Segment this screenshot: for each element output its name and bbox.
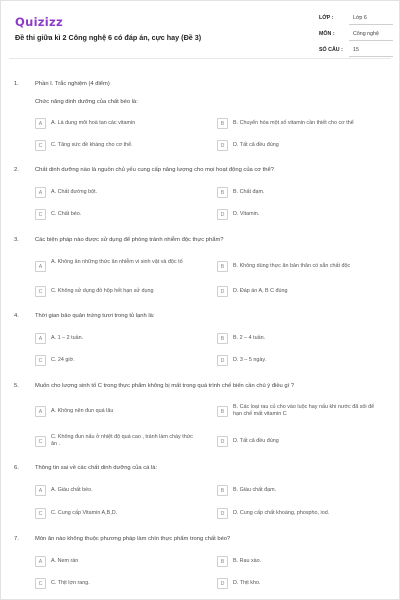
meta-underline bbox=[349, 40, 393, 41]
question-text: Chất dinh dưỡng nào là nguồn chủ yếu cung cấp năng lượng cho mọi hoạt động của cơ thể? bbox=[35, 167, 274, 173]
option-letter-box: A bbox=[35, 118, 46, 129]
meta-label: MÔN : bbox=[319, 31, 335, 37]
question-number: 2. bbox=[14, 167, 19, 173]
option-text: D. Cung cấp chất khoáng, phospho, iod. bbox=[233, 510, 330, 516]
question-text: Thời gian bảo quản trứng tươi trong tủ lạnh là: bbox=[35, 313, 155, 319]
option-text: A. Không nên đun quá lâu bbox=[51, 408, 114, 414]
meta-value: Lớp 6 bbox=[353, 15, 367, 21]
option-letter-box: D bbox=[217, 140, 228, 151]
option-text: A. Là dung môi hoà tan các vitamin bbox=[51, 120, 136, 126]
meta-label: LỚP : bbox=[319, 15, 334, 21]
option-text: D. Tất cả đều đúng bbox=[233, 438, 279, 444]
question-text: Các biện pháp nào được sử dụng để phòng tránh nhiễm độc thực phẩm? bbox=[35, 237, 224, 243]
option-letter-box: A bbox=[35, 485, 46, 496]
option-letter-box: D bbox=[217, 436, 228, 447]
quizizz-logo: Quizizz bbox=[15, 15, 64, 29]
option-text: B. Rau xào. bbox=[233, 558, 262, 564]
option-letter-box: D bbox=[217, 286, 228, 297]
option-text: B. Chất đạm. bbox=[233, 189, 265, 195]
option-text: D. 3 – 5 ngày. bbox=[233, 357, 267, 363]
question-text: Món ăn nào không thuộc phương pháp làm chín thực phẩm trong chất béo? bbox=[35, 536, 231, 542]
option-letter-box: C bbox=[35, 355, 46, 366]
question-number: 7. bbox=[14, 536, 19, 542]
option-letter-box: C bbox=[35, 209, 46, 220]
option-text: C. Không đun nấu ở nhiệt độ quá cao , tránh làm cháy thức ăn . bbox=[51, 434, 193, 448]
option-letter-box: B bbox=[217, 187, 228, 198]
option-text: B. Giàu chất đạm. bbox=[233, 487, 277, 493]
option-letter-box: B bbox=[217, 485, 228, 496]
option-letter-box: D bbox=[217, 209, 228, 220]
option-text: B. Chuyển hóa một số vitamin cần thiết cho cơ thể bbox=[233, 120, 354, 126]
option-letter-box: C bbox=[35, 140, 46, 151]
option-text: C. Không sử dụng đồ hộp hết hạn sử dụng bbox=[51, 288, 154, 294]
option-letter-box: B bbox=[217, 333, 228, 344]
meta-underline bbox=[349, 56, 393, 57]
question-number: 4. bbox=[14, 313, 19, 319]
option-text: C. 24 giờ. bbox=[51, 357, 75, 363]
question-text: Phần I. Trắc nghiệm (4 điểm) bbox=[35, 81, 110, 87]
option-text: D. Đáp án A, B C đúng bbox=[233, 288, 288, 294]
option-text: D. Thịt kho. bbox=[233, 580, 261, 586]
option-text: A. 1 – 2 tuần. bbox=[51, 335, 84, 341]
option-letter-box: A bbox=[35, 261, 46, 272]
meta-label: SỐ CÂU : bbox=[319, 47, 343, 53]
option-letter-box: C bbox=[35, 286, 46, 297]
option-letter-box: B bbox=[217, 118, 228, 129]
option-letter-box: C bbox=[35, 508, 46, 519]
option-letter-box: D bbox=[217, 578, 228, 589]
question-number: 3. bbox=[14, 237, 19, 243]
option-letter-box: A bbox=[35, 333, 46, 344]
meta-underline bbox=[349, 24, 393, 25]
option-letter-box: B bbox=[217, 556, 228, 567]
question-number: 5. bbox=[14, 383, 19, 389]
option-letter-box: A bbox=[35, 406, 46, 417]
worksheet-meta bbox=[319, 13, 393, 61]
option-letter-box: D bbox=[217, 508, 228, 519]
question-text: Muốn cho lượng sinh tố C trong thực phẩm không bị mất trong quá trình chế biến cần chú ý điều gì ? bbox=[35, 383, 295, 389]
option-text: A. Giàu chất béo. bbox=[51, 487, 93, 493]
option-letter-box: B bbox=[217, 261, 228, 272]
option-letter-box: B bbox=[217, 406, 228, 417]
option-text: C. Thịt lợn rang. bbox=[51, 580, 90, 586]
meta-row-subject bbox=[319, 29, 393, 45]
option-text: A. Nem rán bbox=[51, 558, 79, 564]
option-text: C. Tăng sức đề kháng cho cơ thể. bbox=[51, 142, 133, 148]
option-text: D. Vitamin. bbox=[233, 211, 260, 217]
header-divider bbox=[9, 58, 391, 59]
option-text: A. Không ăn những thức ăn nhiễm vi sinh vật và độc tố bbox=[51, 259, 183, 265]
meta-row-class bbox=[319, 13, 393, 29]
option-text: B. Không dùng thực ăn bản thân có sẵn chất độc bbox=[233, 263, 351, 269]
option-letter-box: A bbox=[35, 556, 46, 567]
option-text: B. 2 – 4 tuần. bbox=[233, 335, 266, 341]
option-text: C. Cung cấp Vitamin A,B,D. bbox=[51, 510, 118, 516]
option-letter-box: C bbox=[35, 578, 46, 589]
option-letter-box: C bbox=[35, 436, 46, 447]
question-subtext: Chức năng dinh dưỡng của chất béo là: bbox=[35, 99, 138, 105]
meta-value: Công nghệ bbox=[353, 31, 379, 37]
option-letter-box: D bbox=[217, 355, 228, 366]
page-title: Đề thi giữa kì 2 Công nghệ 6 có đáp án, cực hay (Đề 3) bbox=[15, 33, 202, 42]
option-text: D. Tất cả đều đúng bbox=[233, 142, 279, 148]
option-text: B. Các loại rau củ cho vào luộc hay nấu khi nước đã sôi để hạn chế mất vitamin C bbox=[233, 404, 375, 418]
question-text: Thông tin sai về các chất dinh dưỡng của cá là: bbox=[35, 465, 158, 471]
meta-value: 15 bbox=[353, 47, 359, 53]
option-text: C. Chất béo. bbox=[51, 211, 82, 217]
option-text: A. Chất đường bột. bbox=[51, 189, 98, 195]
question-number: 6. bbox=[14, 465, 19, 471]
question-number: 1. bbox=[14, 81, 19, 87]
option-letter-box: A bbox=[35, 187, 46, 198]
